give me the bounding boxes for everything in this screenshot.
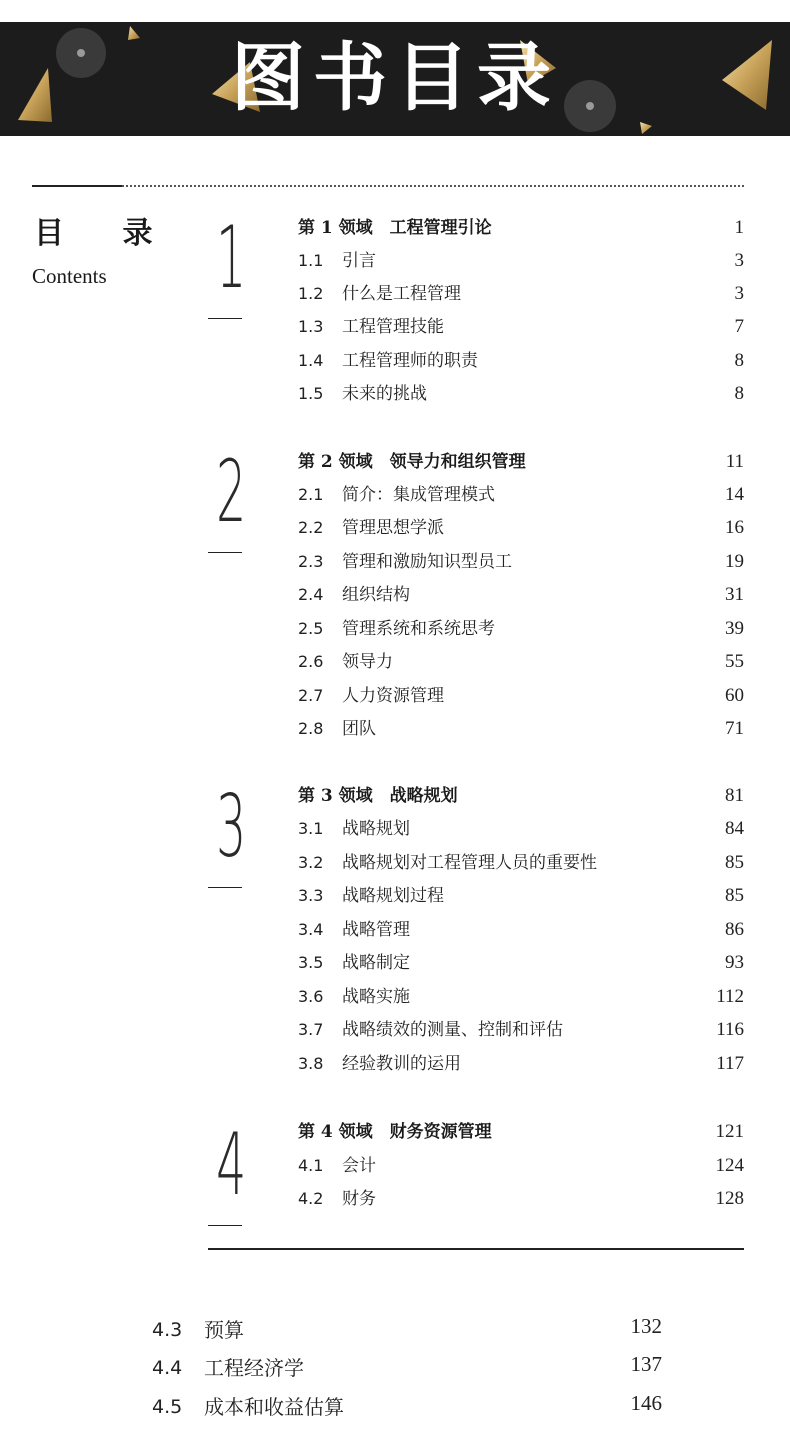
page-number: 116 (716, 1019, 744, 1040)
entry-number: 3.5 (298, 953, 324, 972)
entry-title: 工程经济学 (204, 1356, 304, 1380)
page-number: 132 (630, 1314, 662, 1338)
entry-number: 2.5 (298, 619, 324, 638)
toc-entry[interactable] (298, 1049, 744, 1079)
toc-entry[interactable] (298, 547, 744, 577)
page-number: 85 (725, 885, 744, 906)
toc-entry[interactable] (298, 1015, 744, 1045)
section-heading-row[interactable] (298, 447, 744, 477)
section-heading: 第 4 领域 财务资源管理 (298, 1122, 492, 1142)
page-number: 1 (734, 217, 744, 238)
toc-entry[interactable] (298, 881, 744, 911)
page-number: 84 (725, 818, 744, 839)
section-heading-row[interactable] (298, 781, 744, 811)
toc-entry[interactable] (298, 647, 744, 677)
page-number: 39 (725, 618, 744, 639)
page-number: 3 (734, 250, 744, 271)
section-number: 2 (216, 442, 247, 542)
entry-title: 管理系统和系统思考 (342, 619, 495, 639)
entry-number: 1.5 (298, 384, 324, 403)
entry-number: 4.1 (298, 1156, 324, 1175)
header-rule-dotted (122, 185, 744, 187)
toc-entry[interactable] (298, 379, 744, 409)
page-number: 146 (630, 1391, 662, 1415)
toc-entry[interactable] (152, 1312, 662, 1348)
page-number: 121 (715, 1121, 744, 1142)
entry-title: 经验教训的运用 (342, 1054, 461, 1074)
entry-title: 财务 (342, 1189, 376, 1209)
page-number: 85 (725, 852, 744, 873)
toc-entry[interactable] (298, 346, 744, 376)
toc-entry[interactable] (298, 948, 744, 978)
title-banner (0, 22, 790, 136)
toc-entry[interactable] (298, 513, 744, 543)
toc-entry[interactable] (298, 982, 744, 1012)
section-number-rule (208, 552, 242, 553)
entry-title: 组织结构 (342, 585, 410, 605)
entry-number: 2.6 (298, 652, 324, 671)
entry-title: 工程管理师的职责 (342, 351, 478, 371)
page-number: 31 (725, 584, 744, 605)
page-number: 93 (725, 952, 744, 973)
page-number: 86 (725, 919, 744, 940)
toc-entry[interactable] (152, 1350, 662, 1386)
toc-entry[interactable] (298, 1151, 744, 1181)
page-number: 128 (715, 1188, 744, 1209)
section-heading: 第 2 领域 领导力和组织管理 (298, 452, 526, 472)
entry-number: 1.4 (298, 351, 324, 370)
page-number: 71 (725, 718, 744, 739)
toc-entry[interactable] (298, 848, 744, 878)
entry-title: 什么是工程管理 (342, 284, 461, 304)
entry-number: 4.4 (152, 1357, 183, 1379)
entry-number: 1.3 (298, 317, 324, 336)
toc-entry[interactable] (298, 714, 744, 744)
toc-entry[interactable] (298, 1184, 744, 1214)
section-number-rule (208, 1225, 242, 1226)
toc-entry[interactable] (298, 814, 744, 844)
page-number: 60 (725, 685, 744, 706)
entry-title: 战略绩效的测量、控制和评估 (342, 1020, 563, 1040)
section-heading-row[interactable] (298, 213, 744, 243)
entry-title: 团队 (342, 719, 376, 739)
page-number: 8 (734, 383, 744, 404)
entry-number: 3.4 (298, 920, 324, 939)
entry-number: 3.8 (298, 1054, 324, 1073)
toc-entry[interactable] (298, 279, 744, 309)
entry-number: 4.5 (152, 1396, 183, 1418)
toc-label: 目 录 (34, 216, 177, 251)
page-number: 16 (725, 517, 744, 538)
entry-title: 简介：集成管理模式 (342, 485, 495, 505)
page-number: 11 (725, 451, 744, 472)
header-rule-solid (32, 185, 122, 187)
entry-title: 预算 (204, 1318, 244, 1342)
entry-title: 管理思想学派 (342, 518, 444, 538)
page-number: 7 (734, 316, 744, 337)
entry-number: 3.3 (298, 886, 324, 905)
section-number: 1 (216, 208, 247, 308)
entry-title: 引言 (342, 251, 376, 271)
section-number-rule (208, 887, 242, 888)
page-number: 137 (630, 1352, 662, 1376)
toc-entry[interactable] (298, 480, 744, 510)
entry-title: 会计 (342, 1156, 376, 1176)
toc-entry[interactable] (298, 915, 744, 945)
entry-number: 2.2 (298, 518, 324, 537)
entry-number: 1.1 (298, 251, 324, 270)
entry-number: 2.7 (298, 686, 324, 705)
section-number: 4 (216, 1115, 247, 1215)
entry-number: 3.7 (298, 1020, 324, 1039)
entry-number: 2.3 (298, 552, 324, 571)
entry-title: 成本和收益估算 (204, 1395, 344, 1419)
section-number: 3 (216, 777, 247, 877)
entry-number: 2.8 (298, 719, 324, 738)
entry-title: 战略规划 (342, 819, 410, 839)
page-number: 124 (715, 1155, 744, 1176)
entry-number: 1.2 (298, 284, 324, 303)
entry-number: 4.2 (298, 1189, 324, 1208)
page-number: 81 (725, 785, 744, 806)
toc-entry[interactable] (298, 681, 744, 711)
entry-number: 2.4 (298, 585, 324, 604)
toc-entry[interactable] (298, 580, 744, 610)
entry-title: 战略制定 (342, 953, 410, 973)
toc-entry[interactable] (298, 312, 744, 342)
toc-entry[interactable] (298, 614, 744, 644)
page-number: 112 (716, 986, 744, 1007)
entry-title: 未来的挑战 (342, 384, 427, 404)
toc-sublabel: Contents (32, 264, 107, 288)
section-heading: 第 1 领域 工程管理引论 (298, 218, 492, 238)
entry-number: 3.1 (298, 819, 324, 838)
entry-number: 3.2 (298, 853, 324, 872)
banner-title: 图书目录 (231, 35, 559, 121)
page-number: 117 (716, 1053, 744, 1074)
page-number: 8 (734, 350, 744, 371)
page-number: 3 (734, 283, 744, 304)
page-number: 55 (725, 651, 744, 672)
page-number: 19 (725, 551, 744, 572)
toc-entry[interactable] (152, 1389, 662, 1425)
section-number-rule (208, 318, 242, 319)
entry-title: 战略管理 (342, 920, 410, 940)
section-heading: 第 3 领域 战略规划 (298, 786, 458, 806)
entry-number: 3.6 (298, 987, 324, 1006)
section-heading-row[interactable] (298, 1117, 744, 1147)
entry-number: 4.3 (152, 1319, 183, 1341)
toc-entry[interactable] (298, 246, 744, 276)
entry-title: 战略规划过程 (342, 886, 444, 906)
entry-number: 2.1 (298, 485, 324, 504)
page-number: 14 (725, 484, 744, 505)
section-end-rule (208, 1248, 744, 1250)
entry-title: 战略规划对工程管理人员的重要性 (342, 853, 597, 873)
entry-title: 人力资源管理 (342, 686, 444, 706)
entry-title: 战略实施 (342, 987, 410, 1007)
entry-title: 管理和激励知识型员工 (342, 552, 512, 572)
entry-title: 领导力 (342, 652, 393, 672)
entry-title: 工程管理技能 (342, 317, 444, 337)
